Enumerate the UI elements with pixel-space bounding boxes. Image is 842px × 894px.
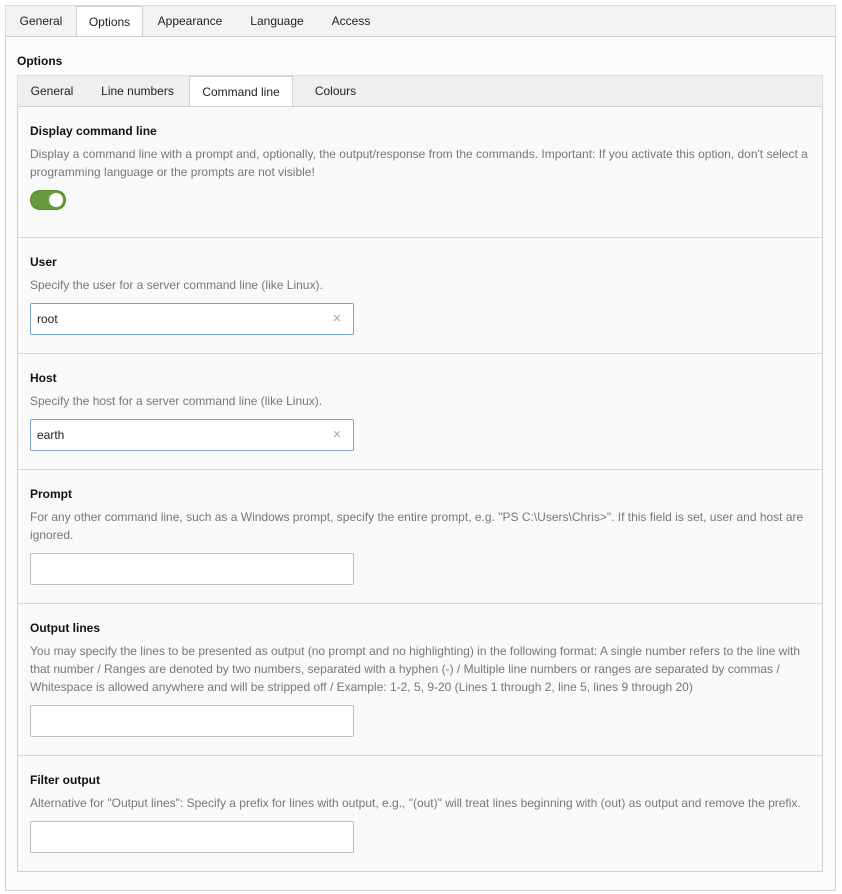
section-output-lines	[18, 604, 822, 756]
output-lines-label: Output lines	[30, 621, 100, 635]
user-label: User	[30, 255, 57, 269]
display-command-line-label: Display command line	[30, 124, 157, 138]
main-tab-bar	[5, 5, 836, 37]
fieldset-title: Options	[17, 54, 63, 68]
section-display-command-line	[18, 107, 822, 238]
display-command-line-description: Display a command line with a prompt and, optionally, the output/response from the commands. Important: If you activate this option, don't select a programming language or the prompts are not visible!	[30, 147, 808, 179]
user-input[interactable]	[31, 304, 321, 334]
section-user	[18, 238, 822, 354]
prompt-input[interactable]	[31, 554, 321, 584]
prompt-label: Prompt	[30, 487, 72, 501]
output-lines-field	[30, 705, 354, 737]
section-filter-output	[18, 756, 822, 871]
subtab-colours[interactable]: Colours	[314, 84, 357, 98]
filter-output-label: Filter output	[30, 773, 100, 787]
user-description: Specify the user for a server command line (like Linux).	[30, 278, 323, 292]
subtab-general[interactable]: General	[30, 84, 74, 98]
filter-output-field	[30, 821, 354, 853]
clear-icon[interactable]: ×	[332, 426, 342, 443]
section-host	[18, 354, 822, 470]
user-field	[30, 303, 354, 335]
toggle-knob	[49, 193, 63, 207]
host-label: Host	[30, 371, 57, 385]
output-lines-input[interactable]	[31, 706, 321, 736]
host-field	[30, 419, 354, 451]
tab-access[interactable]: Access	[331, 14, 371, 28]
section-prompt	[18, 470, 822, 604]
display-command-line-toggle[interactable]	[30, 190, 66, 210]
tab-general[interactable]: General	[19, 14, 63, 28]
prompt-description: For any other command line, such as a Windows prompt, specify the entire prompt, e.g. "PS C:\Users\Chris>". If this field is set, user and host are ignored.	[30, 510, 804, 542]
filter-output-description: Alternative for "Output lines": Specify a prefix for lines with output, e.g., "(out)" will treat lines beginning with (out) as output and remove the prefix.	[30, 796, 801, 810]
prompt-field	[30, 553, 354, 585]
clear-icon[interactable]: ×	[332, 310, 342, 327]
host-input[interactable]	[31, 420, 321, 450]
subtab-command-line[interactable]: Command line	[189, 76, 293, 108]
tab-language[interactable]: Language	[250, 14, 304, 28]
output-lines-description: You may specify the lines to be presented as output (no prompt and no highlighting) in the following format: A single number refers to the line with that number / Ranges are denoted by two numbers, separated with a hyphen (-) / Multiple line numbers or ranges are separated by commas / Whitespace is allowed anywhere and will be stripped off / Example: 1-2, 5, 9-20 (Lines 1 through 2, line 5, lines 9 through 20)	[30, 644, 801, 694]
tab-appearance[interactable]: Appearance	[157, 14, 223, 28]
host-description: Specify the host for a server command line (like Linux).	[30, 394, 323, 408]
sub-tab-bar	[17, 75, 823, 107]
subtab-line-numbers[interactable]: Line numbers	[101, 84, 174, 98]
filter-output-input[interactable]	[31, 822, 321, 852]
tab-options[interactable]: Options	[76, 6, 143, 38]
